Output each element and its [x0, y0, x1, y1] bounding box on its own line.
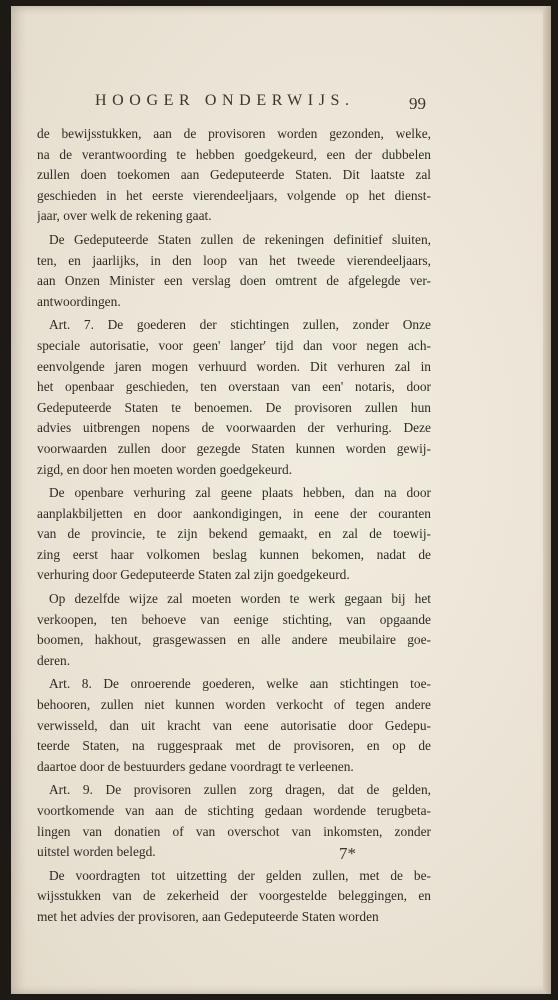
text-line: Art. 7. De goederen der stichtingen zullen, zonder Onze: [49, 317, 431, 333]
text-line: zigd, en door hen moeten worden goedgekeurd.: [37, 461, 293, 477]
paragraph: [37, 866, 431, 928]
text-line: deren.: [37, 652, 71, 668]
text-line: eenvolgende jaren mogen verhuurd worden. Dit verhuren zal in: [37, 358, 431, 374]
text-line: Art. 8. De onroerende goederen, welke aan stichtingen toe-: [49, 676, 431, 692]
text-line: advies uitbrengen nopens de voorwaarden der verhuring. Deze: [37, 420, 431, 436]
book-page: [11, 6, 551, 994]
page-header: [11, 92, 551, 116]
text-line: Op dezelfde wijze zal moeten worden te werk gegaan bij het: [49, 591, 431, 607]
text-line: voorwaarden zullen door gezegde Staten kunnen worden gewij-: [37, 440, 431, 456]
text-line: het openbaar geschieden, ten overstaan van een' notaris, door: [37, 379, 431, 395]
page-edge: [543, 6, 551, 994]
body-text: [37, 124, 431, 928]
text-line: De Gedeputeerde Staten zullen de rekeningen definitief sluiten,: [49, 231, 431, 247]
text-line: zing eerst haar volkomen beslag kunnen bekomen, nadat de: [37, 546, 431, 562]
text-line: De openbare verhuring zal geene plaats hebben, dan na door: [49, 485, 431, 501]
signature-mark: 7*: [339, 844, 356, 863]
text-line: De voordragten tot uitzetting der gelden zullen, met de be-: [49, 867, 431, 883]
text-line: na de verantwoording te hebben goedgekeurd, een der dubbelen: [37, 146, 431, 162]
text-line: ten, en jaarlijks, in den loop van het tweede vierendeeljaars,: [37, 252, 431, 268]
text-line: lingen van donatien of van overschot van inkomsten, zonder: [37, 823, 431, 839]
text-line: jaar, over welk de rekening gaat.: [37, 208, 212, 224]
text-line: geschieden in het eerste vierendeeljaars, volgende op het dienst-: [37, 187, 431, 203]
paragraph: [37, 483, 431, 586]
text-line: teerde Staten, na ruggespraak met de provisoren, en op de: [37, 738, 431, 754]
text-line: voortkomende van aan de stichting gedaan wordende terugbeta-: [37, 803, 431, 818]
text-line: antwoordingen.: [37, 293, 121, 309]
text-line: de bewijsstukken, aan de provisoren worden gezonden, welke,: [37, 126, 431, 141]
running-head: HOOGER ONDERWIJS.: [95, 92, 355, 109]
text-line: behooren, zullen niet kunnen worden verkocht of tegen andere: [37, 697, 431, 713]
text-line: aan Onzen Minister een verslag doen omtrent de afgelegde ver-: [37, 273, 431, 289]
paragraph: [37, 780, 431, 862]
text-line: Art. 9. De provisoren zullen zorg dragen, dat de gelden,: [49, 782, 431, 798]
text-line: verwisseld, dan uit kracht van eene autorisatie door Gedepu-: [37, 717, 431, 733]
text-line: daartoe door de bestuurders gedane voordragt te verleenen.: [37, 758, 354, 774]
text-line: van de provincie, te zijn bekend gemaakt, en zal de toewij-: [37, 526, 431, 542]
text-line: uitstel worden belegd.: [37, 844, 156, 860]
text-line: boomen, hakhout, grasgewassen en alle andere meubilaire goe-: [37, 632, 431, 648]
paragraph: [37, 315, 431, 480]
paragraph: [37, 124, 431, 227]
paragraph: [37, 674, 431, 777]
text-line: Gedeputeerde Staten te benoemen. De provisoren zullen hun: [37, 399, 431, 415]
paragraph: [37, 589, 431, 671]
text-line: met het advies der provisoren, aan Gedeputeerde Staten worden: [37, 908, 379, 924]
text-line: verhuring door Gedeputeerde Staten zal zijn goedgekeurd.: [37, 567, 350, 583]
text-line: speciale autorisatie, voor geen' langer' tijd dan voor negen ach-: [37, 337, 431, 353]
page-number: 99: [409, 94, 426, 113]
paragraph: [37, 230, 431, 312]
text-line: zullen doen toekomen aan Gedeputeerde Staten. Dit laatste zal: [37, 167, 431, 183]
text-line: verkoopen, ten behoeve van eenige stichting, van opgaande: [37, 611, 431, 627]
text-line: wijsstukken van de zekerheid der voorgestelde beleggingen, en: [37, 888, 431, 904]
text-line: aanplakbiljetten en door aankondigingen, in eene der couranten: [37, 505, 431, 521]
